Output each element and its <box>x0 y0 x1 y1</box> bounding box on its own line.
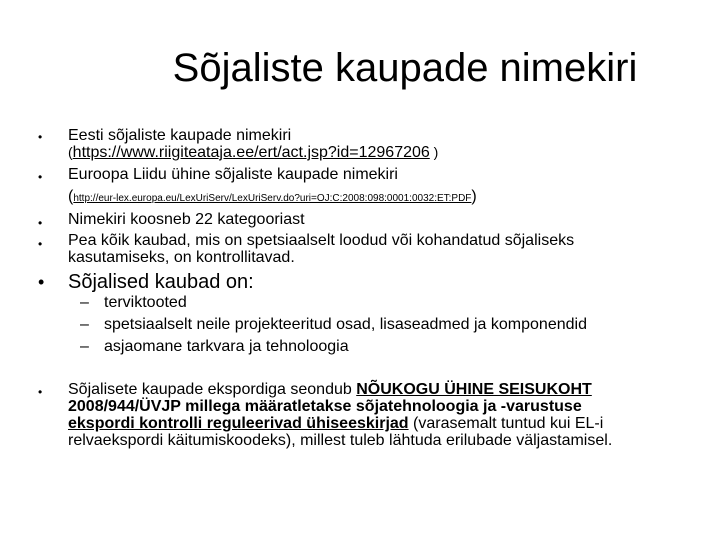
list-item-eu-list <box>68 166 698 207</box>
bullet-icon: • <box>38 170 43 184</box>
list-item-link-line <box>68 188 698 207</box>
sub-item: terviktooted <box>104 294 187 311</box>
sub-item: spetsiaalselt neile projekteeritud osad, lisaseadmed ja komponendid <box>104 316 587 333</box>
final-line4: relvaekspordi käitumiskoodeks), millest tuleb lähtuda erilubade väljastamisel. <box>68 432 613 449</box>
dash-icon: – <box>80 316 89 333</box>
list-item-estonian-list <box>68 127 698 161</box>
sub-item: asjaomane tarkvara ja tehnoloogia <box>104 338 349 355</box>
paren-close: ) <box>429 144 439 160</box>
slide-title: Sõjaliste kaupade nimekiri <box>172 46 638 90</box>
list-item-text: Euroopa Liidu ühine sõjaliste kaupade nimekiri <box>68 166 398 183</box>
final-text: (varasemalt tuntud kui EL-i <box>408 415 604 432</box>
list-item-text: Eesti sõjaliste kaupade nimekiri <box>68 127 292 144</box>
final-line3 <box>68 415 698 432</box>
bullet-icon: • <box>38 272 45 292</box>
council-position-title: NÕUKOGU ÜHINE SEISUKOHT <box>356 381 592 398</box>
list-item-link-line <box>68 144 698 161</box>
main-point: Sõjalised kaubad on: <box>68 271 254 293</box>
bullet-icon: • <box>38 385 43 399</box>
final-text: Sõjalisete kaupade ekspordiga seondub <box>68 381 357 398</box>
bullet-icon: • <box>38 237 43 251</box>
list-item-text-line1: Pea kõik kaubad, mis on spetsiaalselt loodud või kohandatud sõjaliseks <box>68 232 575 249</box>
list-item-text-line2: kasutamiseks, on kontrollitavad. <box>68 249 295 266</box>
riigiteataja-link[interactable]: https://www.riigiteataja.ee/ert/act.jsp?id=12967206 <box>72 144 430 161</box>
final-line2: 2008/944/ÜVJP millega määratletakse sõjatehnoloogia ja -varustuse <box>68 398 582 415</box>
list-item-categories: Nimekiri koosneb 22 kategooriast <box>68 211 305 228</box>
rules-title: ekspordi kontrolli reguleerivad ühiseeskirjad <box>68 415 409 432</box>
bullet-icon: • <box>38 130 43 144</box>
paren-open: ( <box>68 144 73 160</box>
list-item-controlled <box>68 232 698 266</box>
paren-close: ) <box>471 188 477 205</box>
final-line1 <box>68 381 698 398</box>
paren-open: ( <box>68 188 74 205</box>
final-paragraph <box>68 381 698 449</box>
eur-lex-link[interactable]: http://eur-lex.europa.eu/LexUriServ/LexUriServ.do?uri=OJ:C:2008:098:0001:0032:ET:PDF <box>73 193 472 204</box>
dash-icon: – <box>80 294 89 311</box>
bullet-icon: • <box>38 216 43 230</box>
dash-icon: – <box>80 338 89 355</box>
